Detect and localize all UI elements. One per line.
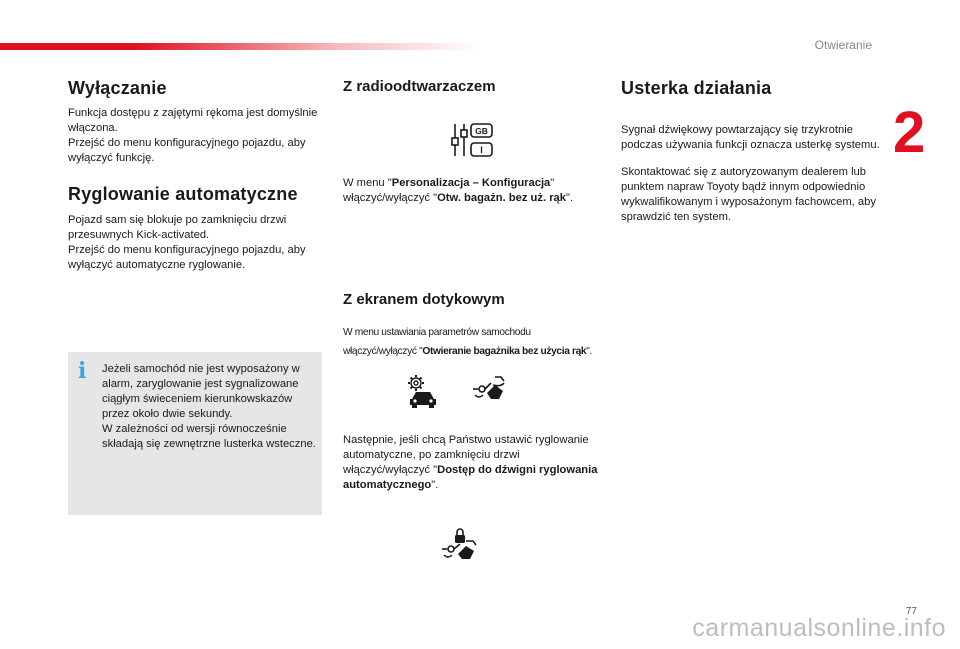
chapter-number: 2 [893, 100, 926, 165]
hands-free-tailgate-icon [471, 373, 509, 403]
radio-badge-gb: GB [475, 126, 488, 136]
paragraph-ryglowanie-2: Przejść do menu konfiguracyjnego pojazdu, aby wyłączyć automatyczne ryglowanie. [68, 244, 306, 271]
radio-instruction: W menu "Personalizacja – Konfiguracja" włączyć/wyłączyć "Otw. bagażn. bez uż. rąk". [343, 177, 574, 204]
watermark: carmanualsonline.info [692, 614, 946, 642]
info-line-2: W zależności od wersji równocześnie składają się zewnętrzne lusterka wsteczne. [102, 423, 316, 450]
heading-ryglowanie: Ryglowanie automatyczne [68, 184, 298, 204]
auto-lock-tailgate-icon [440, 527, 480, 561]
info-box [68, 352, 322, 515]
column-right [621, 78, 881, 225]
paragraph-wylaczanie-1: Funkcja dostępu z zajętymi rękoma jest domyślnie włączona. [68, 107, 318, 134]
info-line-1: Jeżeli samochód nie jest wyposażony w alarm, zaryglowanie jest sygnalizowane ciągłym świeceniem kierunkowskazów przez około dwie sekundy. [102, 363, 300, 420]
paragraph-usterka-2: Skontaktować się z autoryzowanym dealerem lub punktem napraw Toyoty bądź innym odpowiednio wykwalifikowanym i wyposażonym fachowcem, aby sprawdzić ten system. [621, 166, 876, 223]
info-text [102, 362, 318, 452]
column-middle [343, 78, 603, 95]
paragraph-ryglowanie-1: Pojazd sam się blokuje po zamknięciu drzwi przesuwnych Kick-activated. [68, 214, 287, 241]
chapter-color-bar [0, 43, 480, 50]
auto-lock-instruction: Następnie, jeśli chcą Państwo ustawić ryglowanie automatyczne, po zamknięciu drzwi włączyć/wyłączyć "Dostęp do dźwigni ryglowania automatycznego". [343, 434, 598, 491]
settings-sliders-icon [450, 122, 496, 158]
heading-wylaczanie: Wyłączanie [68, 78, 167, 98]
paragraph-usterka-1: Sygnał dźwiękowy powtarzający się trzykrotnie podczas używania funkcji oznacza usterkę systemu. [621, 124, 880, 151]
heading-radio: Z radioodtwarzaczem [343, 78, 496, 95]
radio-badge-i: I [480, 145, 483, 155]
column-left [68, 78, 323, 273]
page-number: 77 [905, 606, 917, 617]
info-icon: i [78, 358, 87, 384]
heading-usterka: Usterka działania [621, 78, 772, 98]
heading-touchscreen: Z ekranem dotykowym [343, 291, 505, 308]
section-title: Otwieranie [814, 38, 872, 52]
paragraph-wylaczanie-2: Przejść do menu konfiguracyjnego pojazdu, aby wyłączyć funkcję. [68, 137, 306, 164]
vehicle-settings-icon [404, 373, 442, 409]
touchscreen-instruction: W menu ustawiania parametrów samochodu włączyć/wyłączyć "Otwieranie bagażnika bez użycia rąk". [343, 327, 592, 357]
